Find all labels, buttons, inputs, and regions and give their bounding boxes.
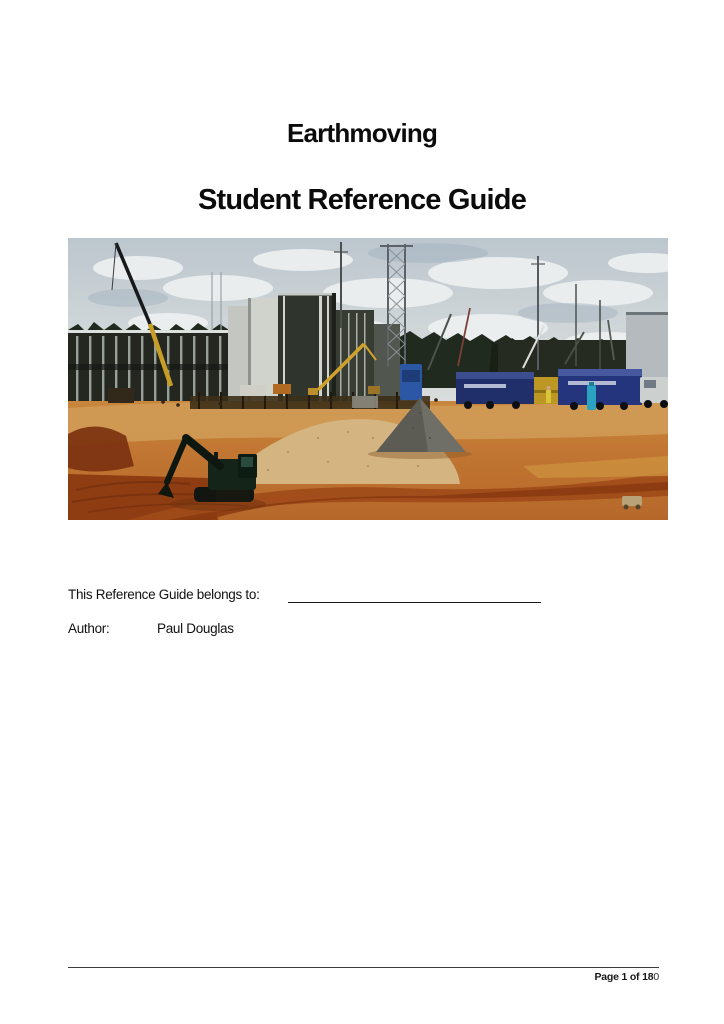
belongs-to-blank-line — [288, 588, 541, 603]
author-label: Author: — [68, 621, 110, 636]
belongs-to-label: This Reference Guide belongs to: — [68, 587, 260, 602]
page-subtitle: Student Reference Guide — [197, 184, 527, 216]
author-value: Paul Douglas — [157, 621, 234, 636]
page-number-main: Page 1 of 18 — [594, 971, 654, 983]
page-title: Earthmoving — [286, 118, 438, 148]
construction-site-photo — [68, 238, 668, 520]
cover-photo — [68, 238, 668, 520]
footer-divider — [68, 967, 659, 968]
page-number — [68, 971, 659, 983]
page-number-tail: 0 — [653, 971, 659, 983]
